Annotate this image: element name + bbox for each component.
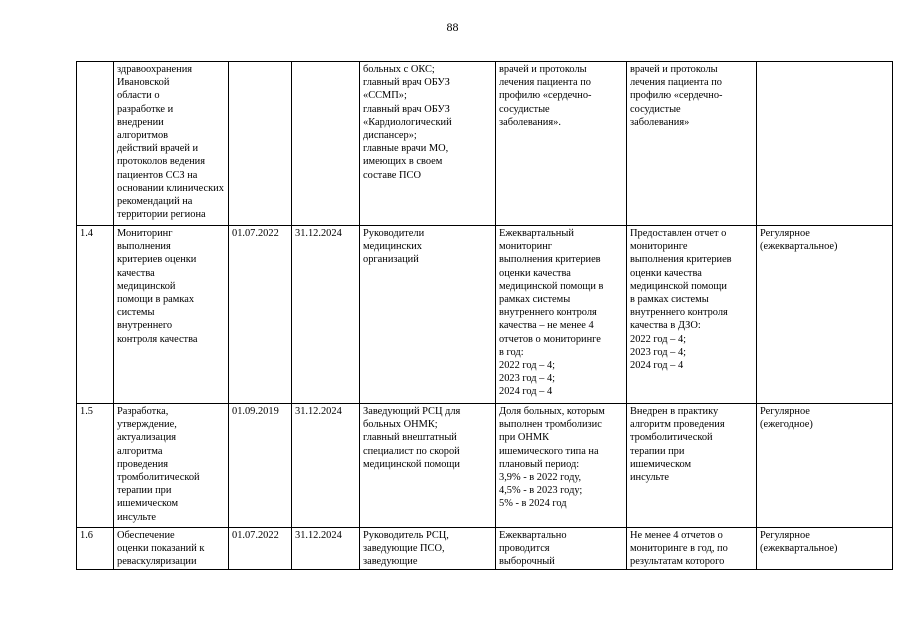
table-row <box>77 404 893 528</box>
cell-start-date: 01.07.2022 <box>229 528 292 570</box>
cell-result: Внедрен в практику алгоритм проведения тромболитической терапии при ишемическом инсульте <box>627 404 757 528</box>
cell-indicator: Ежеквартальный мониторинг выполнения критериев оценки качества медицинской помощи в рамках системы внутреннего контроля качества – не менее 4 отчетов о мониторинге в год: 2022 год – 4; 2023 год – 4; 2024 год – 4 <box>496 226 627 404</box>
cell-result: Не менее 4 отчетов о мониторинге в год, по результатам которого <box>627 528 757 570</box>
cell-responsible: Руководитель РСЦ, заведующие ПСО, заведующие <box>360 528 496 570</box>
cell-type <box>757 62 893 226</box>
cell-end-date: 31.12.2024 <box>292 226 360 404</box>
cell-name: Обеспечение оценки показаний к реваскуляризации <box>114 528 229 570</box>
cell-name: Мониторинг выполнения критериев оценки качества медицинской помощи в рамках системы внутреннего контроля качества <box>114 226 229 404</box>
cell-name: здравоохранения Ивановской области о разработке и внедрении алгоритмов действий врачей и протоколов ведения пациентов ССЗ на основании клинических рекомендаций на территории региона <box>114 62 229 226</box>
table-row <box>77 226 893 404</box>
cell-responsible: Заведующий РСЦ для больных ОНМК; главный внештатный специалист по скорой медицинской помощи <box>360 404 496 528</box>
cell-end-date <box>292 62 360 226</box>
cell-num <box>77 62 114 226</box>
cell-num: 1.5 <box>77 404 114 528</box>
cell-indicator: врачей и протоколы лечения пациента по профилю «сердечно- сосудистые заболевания». <box>496 62 627 226</box>
cell-type: Регулярное (ежегодное) <box>757 404 893 528</box>
cell-result: Предоставлен отчет о мониторинге выполнения критериев оценки качества медицинской помощи в рамках системы внутреннего контроля качества в ДЗО: 2022 год – 4; 2023 год – 4; 2024 год – 4 <box>627 226 757 404</box>
cell-responsible: больных с ОКС; главный врач ОБУЗ «ССМП»; главный врач ОБУЗ «Кардиологический диспансер»; главные врачи МО, имеющих в своем составе ПСО <box>360 62 496 226</box>
cell-end-date: 31.12.2024 <box>292 404 360 528</box>
cell-indicator: Доля больных, которым выполнен тромболизис при ОНМК ишемического типа на плановый период: 3,9% - в 2022 году, 4,5% - в 2023 году; 5% - в 2024 год <box>496 404 627 528</box>
cell-num: 1.4 <box>77 226 114 404</box>
cell-type: Регулярное (ежеквартальное) <box>757 226 893 404</box>
measures-table <box>76 61 893 570</box>
cell-result: врачей и протоколы лечения пациента по профилю «сердечно- сосудистые заболевания» <box>627 62 757 226</box>
cell-responsible: Руководители медицинских организаций <box>360 226 496 404</box>
cell-indicator: Ежеквартально проводится выборочный <box>496 528 627 570</box>
table-row <box>77 62 893 226</box>
page-number: 88 <box>446 20 459 34</box>
cell-start-date <box>229 62 292 226</box>
cell-num: 1.6 <box>77 528 114 570</box>
cell-start-date: 01.09.2019 <box>229 404 292 528</box>
cell-type: Регулярное (ежеквартальное) <box>757 528 893 570</box>
cell-end-date: 31.12.2024 <box>292 528 360 570</box>
cell-name: Разработка, утверждение, актуализация алгоритма проведения тромболитической терапии при ишемическом инсульте <box>114 404 229 528</box>
cell-start-date: 01.07.2022 <box>229 226 292 404</box>
table-row <box>77 528 893 570</box>
